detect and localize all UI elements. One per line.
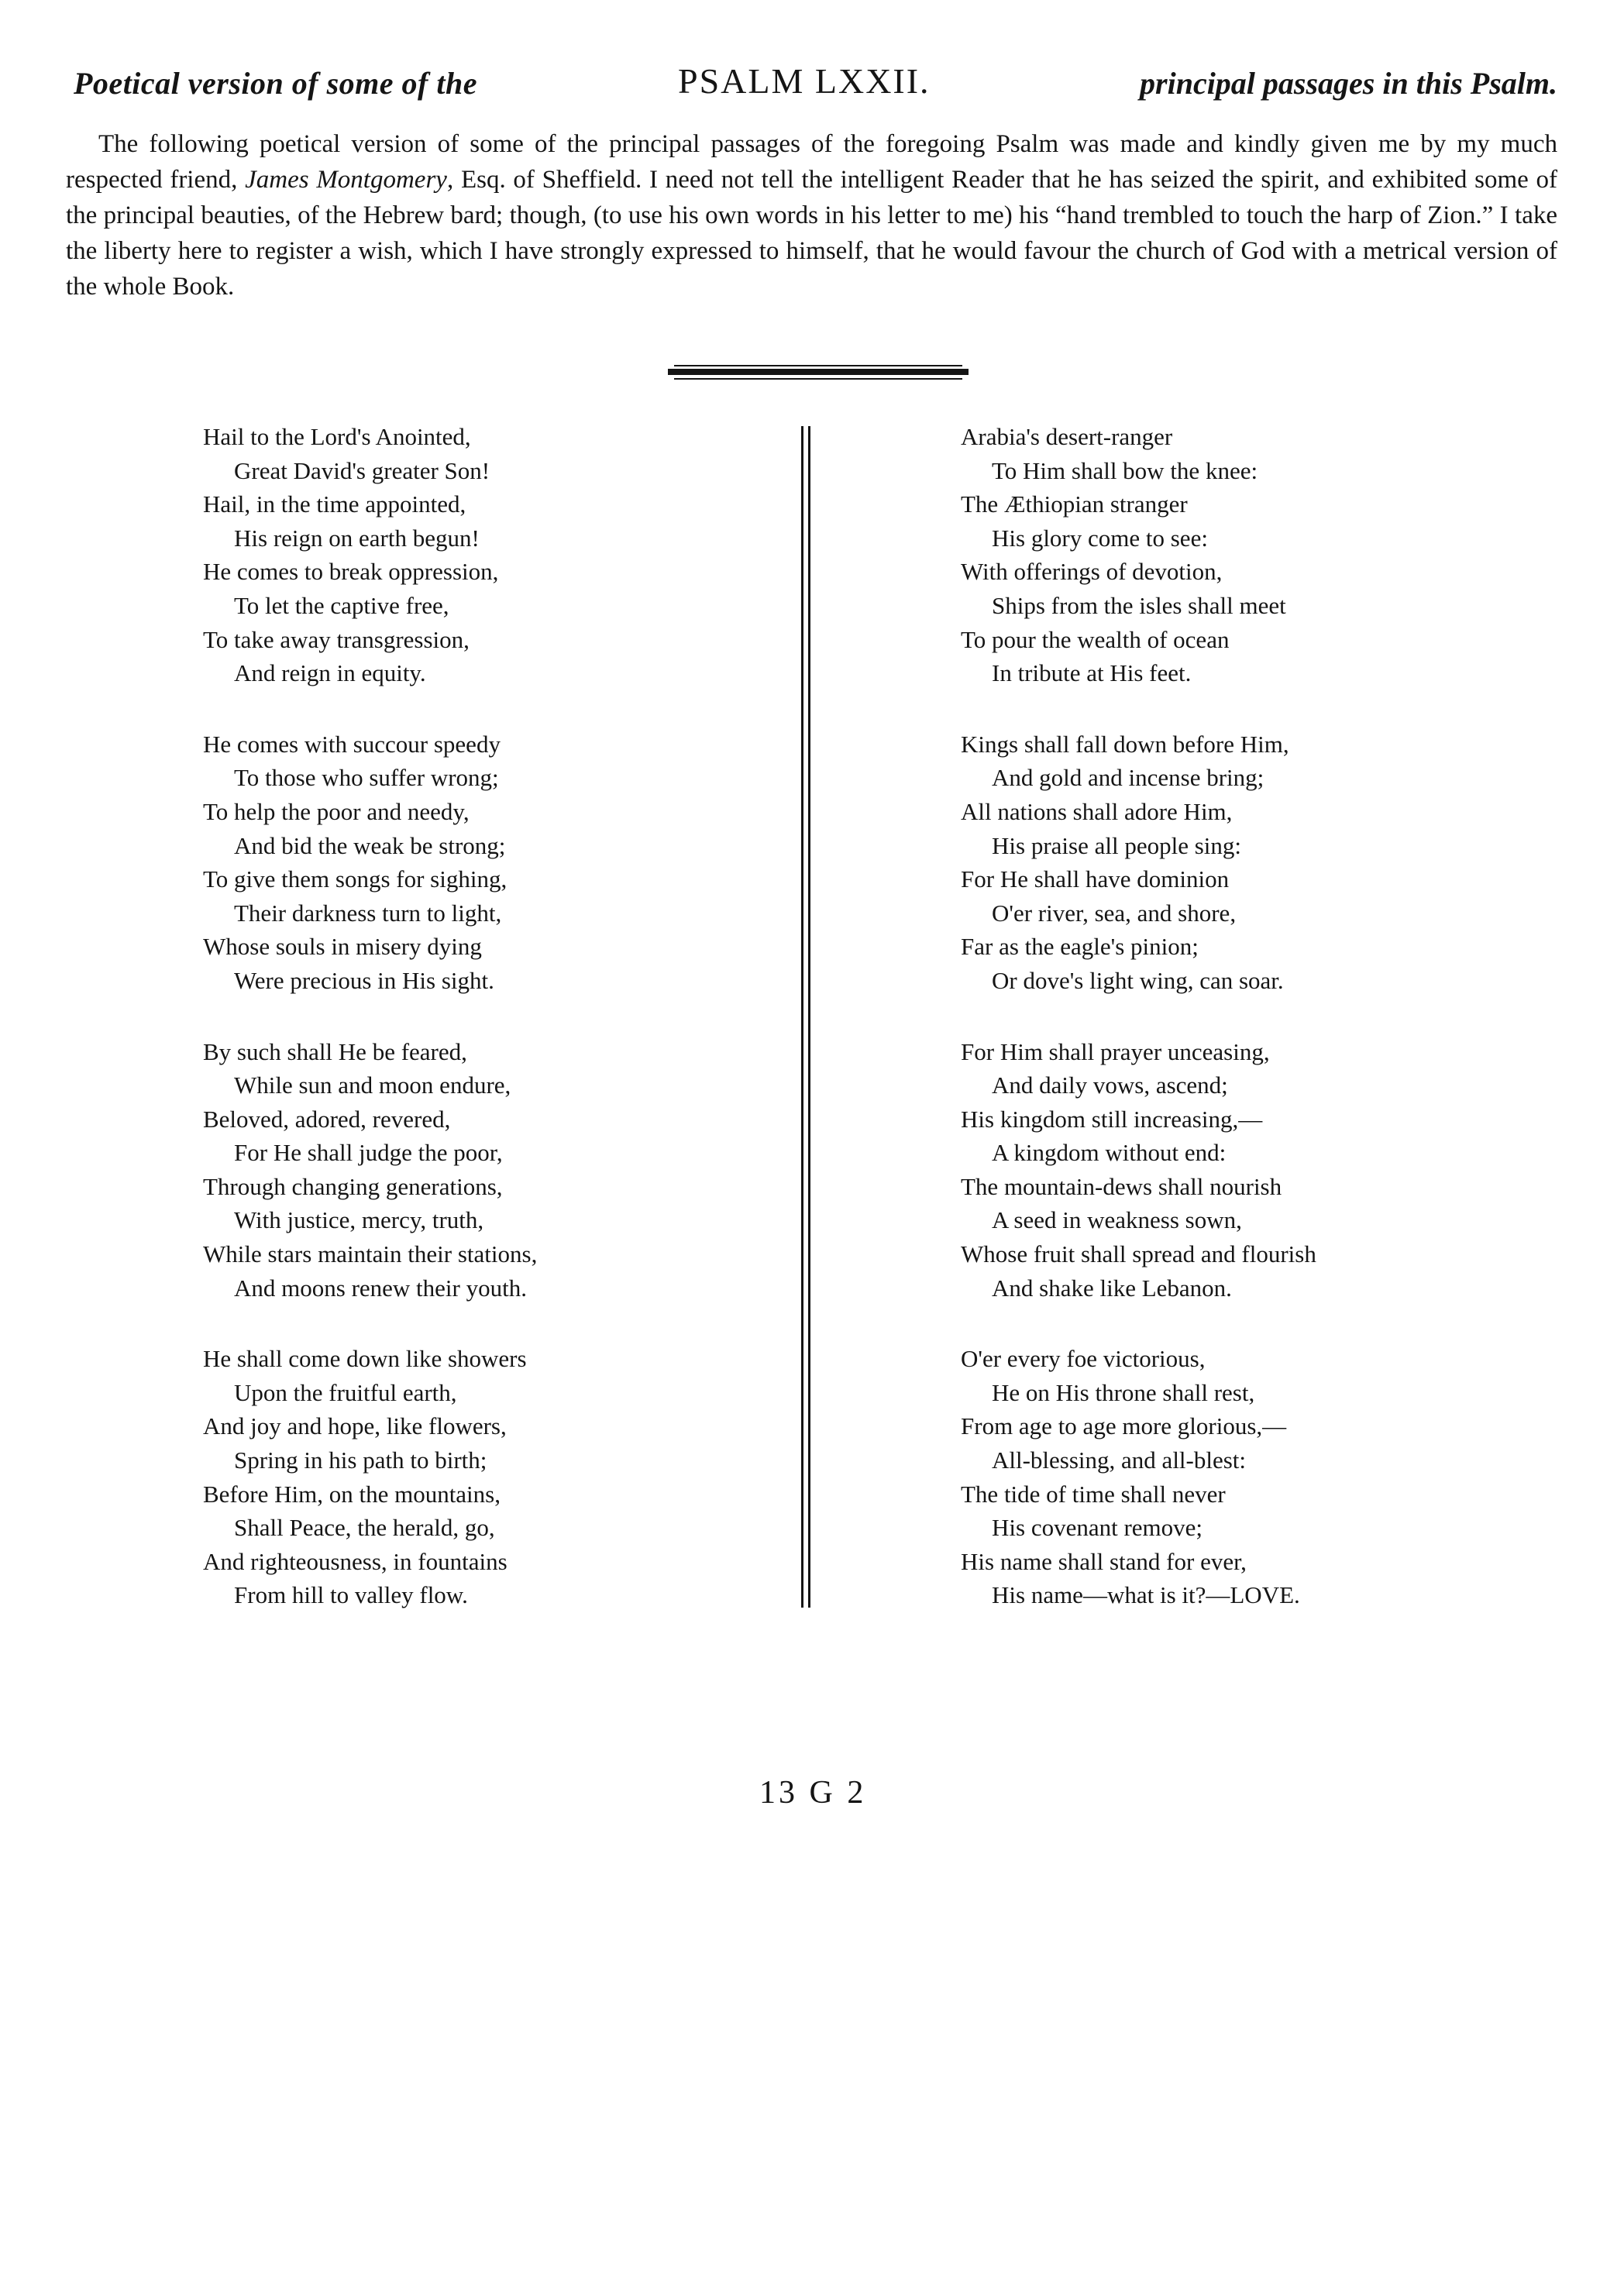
poem-right-column: [961, 420, 1550, 1649]
verse-line: And gold and incense bring;: [992, 764, 1264, 792]
verse-line: While stars maintain their stations,: [203, 1240, 538, 1268]
verse-line: He on His throne shall rest,: [992, 1378, 1255, 1406]
verse-line: Their darkness turn to light,: [234, 899, 502, 927]
intro-author-name: James Montgomery: [245, 166, 447, 194]
verse-line: Far as the eagle's pinion;: [961, 933, 1199, 961]
verse-line: His praise all people sing:: [992, 831, 1241, 859]
verse-line: To those who suffer wrong;: [234, 764, 499, 792]
verse-line: To pour the wealth of ocean: [961, 625, 1230, 653]
ornamental-rule-bottom-line: [674, 378, 962, 380]
verse-line: By such shall He be feared,: [203, 1037, 467, 1065]
verse-line: The Æthiopian stranger: [961, 490, 1188, 518]
verse-line: Whose souls in misery dying: [203, 933, 482, 961]
poem-left-column: [203, 420, 792, 1649]
verse-line: From age to age more glorious,—: [961, 1412, 1287, 1440]
stanza: [203, 420, 792, 690]
header-right-text: principal passages in this Psalm.: [1140, 66, 1557, 101]
verse-line: His name shall stand for ever,: [961, 1547, 1247, 1575]
verse-line: To let the captive free,: [234, 591, 449, 619]
verse-line: Or dove's light wing, can soar.: [992, 966, 1284, 994]
verse-line: A kingdom without end:: [992, 1139, 1227, 1167]
verse-line: He comes with succour speedy: [203, 730, 501, 758]
signature-mark: 13 G 2: [759, 1775, 867, 1811]
verse-line: Hail, in the time appointed,: [203, 490, 466, 518]
verse-line: The mountain-dews shall nourish: [961, 1172, 1282, 1200]
intro-text-part1: The following poetical version of some of the principal passages of the foregoing Psalm was made and kindly given me by my much respected friend,: [66, 130, 1557, 194]
verse-line: A seed in weakness sown,: [992, 1206, 1242, 1234]
psalm-title: PSALM LXXII.: [678, 61, 931, 101]
verse-line: Shall Peace, the herald, go,: [234, 1514, 495, 1542]
stanza: [203, 727, 792, 998]
verse-line: Arabia's desert-ranger: [961, 423, 1173, 450]
verse-line: With offerings of devotion,: [961, 558, 1223, 586]
verse-line: Beloved, adored, revered,: [203, 1105, 451, 1133]
verse-line: And moons renew their youth.: [234, 1274, 527, 1302]
verse-line: And reign in equity.: [234, 659, 426, 687]
column-divider: [801, 426, 810, 1608]
verse-line: To take away transgression,: [203, 625, 470, 653]
column-divider-line: [801, 426, 803, 1608]
verse-line: And bid the weak be strong;: [234, 831, 506, 859]
stanza: [961, 1035, 1550, 1305]
verse-line: Through changing generations,: [203, 1172, 503, 1200]
verse-line: And joy and hope, like flowers,: [203, 1412, 507, 1440]
verse-line: Were precious in His sight.: [234, 966, 494, 994]
verse-line: While sun and moon endure,: [234, 1071, 511, 1099]
verse-line: To give them songs for sighing,: [203, 865, 508, 893]
verse-line: And righteousness, in fountains: [203, 1547, 508, 1575]
verse-line: And shake like Lebanon.: [992, 1274, 1232, 1302]
stanza: [961, 727, 1550, 998]
verse-line: Kings shall fall down before Him,: [961, 730, 1289, 758]
stanza: [203, 1342, 792, 1612]
verse-line: For Him shall prayer unceasing,: [961, 1037, 1270, 1065]
verse-line: His reign on earth begun!: [234, 524, 480, 552]
verse-line: Hail to the Lord's Anointed,: [203, 423, 471, 450]
ornamental-rule-thick-line: [668, 369, 969, 375]
verse-line: Whose fruit shall spread and flourish: [961, 1240, 1316, 1268]
verse-line: With justice, mercy, truth,: [234, 1206, 484, 1234]
verse-line: Great David's greater Son!: [234, 456, 490, 484]
verse-line: And daily vows, ascend;: [992, 1071, 1228, 1099]
verse-line: He comes to break oppression,: [203, 558, 499, 586]
verse-line: His glory come to see:: [992, 524, 1208, 552]
verse-line: Upon the fruitful earth,: [234, 1378, 457, 1406]
verse-line: All nations shall adore Him,: [961, 797, 1233, 825]
verse-line: His name—what is it?—LOVE.: [992, 1581, 1300, 1609]
verse-line: Before Him, on the mountains,: [203, 1480, 501, 1508]
stanza: [203, 1035, 792, 1305]
verse-line: Spring in his path to birth;: [234, 1446, 487, 1474]
stanza: [961, 1342, 1550, 1612]
verse-line: O'er every foe victorious,: [961, 1345, 1206, 1373]
verse-line: Ships from the isles shall meet: [992, 591, 1286, 619]
ornamental-rule-top-line: [674, 365, 962, 366]
verse-line: O'er river, sea, and shore,: [992, 899, 1237, 927]
header-left-text: Poetical version of some of the: [74, 66, 477, 101]
intro-text-part2: , Esq. of Sheffield. I need not tell the intelligent Reader that he has seized the spirit, and exhibited some of the principal beauties, of the Hebrew bard; though, (to use his own words in his letter to me) his “hand trembled to touch the harp of Zion.” I take the liberty here to register a wish, which I have strongly expressed to himself, that he would favour the church of God with a metrical version of the whole Book.: [66, 166, 1558, 301]
ornamental-rule: [668, 364, 969, 383]
verse-line: In tribute at His feet.: [992, 659, 1192, 687]
verse-line: To help the poor and needy,: [203, 797, 470, 825]
verse-line: His covenant remove;: [992, 1514, 1203, 1542]
verse-line: To Him shall bow the knee:: [992, 456, 1258, 484]
running-header: [74, 61, 1557, 112]
stanza: [961, 420, 1550, 690]
verse-line: He shall come down like showers: [203, 1345, 527, 1373]
verse-line: From hill to valley flow.: [234, 1581, 468, 1609]
intro-paragraph: [66, 126, 1557, 304]
verse-line: All-blessing, and all-blest:: [992, 1446, 1247, 1474]
verse-line: For He shall have dominion: [961, 865, 1230, 893]
verse-line: For He shall judge the poor,: [234, 1139, 503, 1167]
verse-line: His kingdom still increasing,—: [961, 1105, 1263, 1133]
verse-line: The tide of time shall never: [961, 1480, 1226, 1508]
column-divider-line: [808, 426, 810, 1608]
